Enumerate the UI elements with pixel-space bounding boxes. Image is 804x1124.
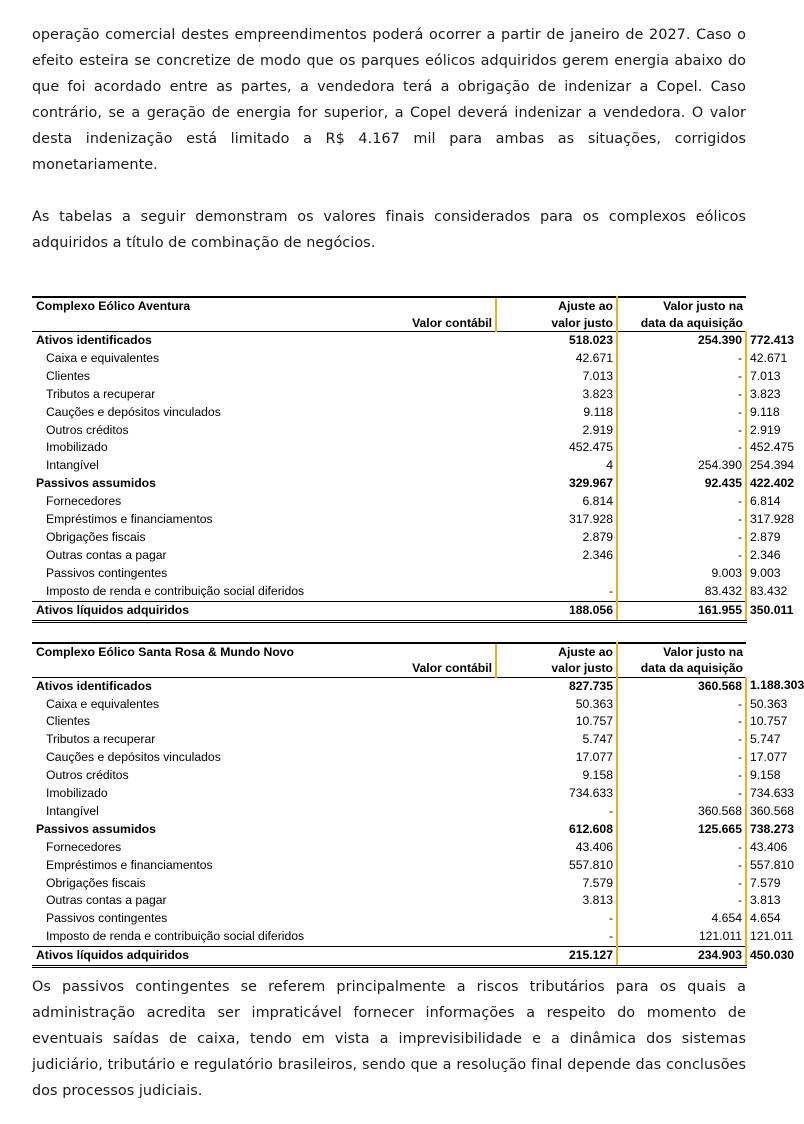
row-label: Passivos assumidos [36, 476, 156, 491]
book-value-cell: 2.346 [582, 547, 613, 562]
table-row: Empréstimos e financiamentos 557.810 - 557.810 [32, 857, 746, 875]
adjustment-cell: - [617, 368, 746, 386]
row-label: Outros créditos [46, 422, 129, 437]
total-row: Ativos líquidos adquiridos 188.056 161.955 350.011 [32, 601, 746, 621]
book-value-cell: - [608, 803, 613, 818]
table-row: Intangível 4 254.390 254.394 [32, 457, 746, 475]
book-value-cell: 452.475 [568, 440, 613, 455]
book-value-cell: 9.158 [582, 768, 613, 783]
adjustment-cell: 4.654 [617, 910, 746, 928]
adjustment-cell: 121.011 [617, 928, 746, 946]
book-value-cell: 17.077 [575, 750, 613, 765]
table-row: Tributos a recuperar 3.823 - 3.823 [32, 386, 746, 404]
book-value-cell: 3.813 [582, 893, 613, 908]
adjustment-cell: - [617, 511, 746, 529]
table-row: Intangível - 360.568 360.568 [32, 803, 746, 821]
table-header-row [32, 643, 746, 661]
row-label: Ativos líquidos adquiridos [32, 601, 496, 621]
table-row: Outros créditos 9.158 - 9.158 [32, 767, 746, 785]
table-row: Caixa e equivalentes 50.363 - 50.363 [32, 696, 746, 714]
row-label: Clientes [46, 368, 91, 383]
row-label: Outras contas a pagar [46, 893, 167, 908]
table-row: Clientes 7.013 - 7.013 [32, 368, 746, 386]
row-label: Fornecedores [46, 839, 122, 854]
tables-intro-paragraph: As tabelas a seguir demonstram os valores finais considerados para os complexos eólicos adquiridos a título de combinação de negócios. [32, 209, 746, 251]
document-page [32, 22, 804, 1104]
adjustment-cell: - [617, 749, 746, 767]
row-label: Clientes [46, 714, 91, 729]
table-row: Clientes 10.757 - 10.757 [32, 713, 746, 731]
row-label: Imobilizado [46, 440, 108, 455]
table-caption-text: Complexo Eólico Santa Rosa & Mundo Novo [36, 644, 294, 659]
book-value-cell: 42.671 [575, 350, 613, 365]
book-value-cell: 10.757 [575, 714, 613, 729]
row-label: Outras contas a pagar [46, 547, 167, 562]
book-value-cell: 7.579 [582, 875, 613, 890]
book-value-cell: 557.810 [568, 857, 613, 872]
row-label: Tributos a recuperar [46, 386, 156, 401]
book-value-cell: 43.406 [575, 839, 613, 854]
row-label: Ativos identificados [36, 333, 152, 347]
header-fair-value-line2: data da aquisição [617, 660, 746, 677]
book-value-cell: 329.967 [568, 476, 613, 491]
header-book-value: Valor contábil [412, 661, 492, 676]
table-row: Imobilizado 452.475 - 452.475 [32, 439, 746, 457]
table-row: Outras contas a pagar 3.813 - 3.813 [32, 892, 746, 910]
row-label: Fornecedores [46, 494, 122, 509]
adjustment-cell: 83.432 [617, 583, 746, 601]
header-adjustment-line1: Ajuste ao [496, 297, 617, 315]
book-value-cell: 6.814 [582, 494, 613, 509]
table-row: Cauções e depósitos vinculados 9.118 - 9.118 [32, 404, 746, 422]
adjustment-cell: - [617, 386, 746, 404]
header-book-value: Valor contábil [412, 315, 492, 330]
header-adjustment-line2: valor justo [496, 315, 617, 332]
table-caption [32, 297, 496, 332]
adjustment-cell: - [617, 493, 746, 511]
row-label: Cauções e depósitos vinculados [46, 750, 221, 765]
adjustment-cell: - [617, 547, 746, 565]
adjustment-cell: - [617, 529, 746, 547]
book-value-cell: 188.056 [496, 601, 617, 621]
adjustment-cell: - [617, 422, 746, 440]
book-value-cell: 317.928 [568, 512, 613, 527]
table-row: Caixa e equivalentes 42.671 - 42.671 [32, 350, 746, 368]
adjustment-cell: - [617, 404, 746, 422]
book-value-cell: 612.608 [568, 821, 613, 836]
row-label: Obrigações fiscais [46, 875, 146, 890]
row-label: Passivos contingentes [46, 565, 168, 580]
section-row: Passivos assumidos 612.608 125.665 738.273 [32, 821, 746, 839]
row-label: Ativos líquidos adquiridos [32, 947, 496, 967]
section-row: Passivos assumidos 329.967 92.435 422.402 [32, 475, 746, 493]
header-fair-value-line1: Valor justo na [617, 643, 746, 661]
table-row: Tributos a recuperar 5.747 - 5.747 [32, 731, 746, 749]
book-value-cell: 3.823 [582, 386, 613, 401]
book-value-cell: 827.735 [568, 678, 613, 693]
adjustment-cell: 9.003 [617, 565, 746, 583]
book-value-cell: 518.023 [568, 333, 613, 347]
table-header-row [32, 297, 746, 315]
row-label: Imposto de renda e contribuição social diferidos [46, 929, 305, 944]
table-row: Empréstimos e financiamentos 317.928 - 317.928 [32, 511, 746, 529]
row-label: Imposto de renda e contribuição social diferidos [46, 583, 305, 598]
adjustment-cell: 254.390 [617, 457, 746, 475]
table-caption-text: Complexo Eólico Aventura [36, 299, 191, 313]
adjustment-cell: - [617, 439, 746, 457]
table-aventura [32, 296, 795, 623]
row-label: Outros créditos [46, 768, 129, 783]
adjustment-cell: - [617, 767, 746, 785]
row-label: Ativos identificados [36, 678, 152, 693]
total-row: Ativos líquidos adquiridos 215.127 234.903 450.030 [32, 947, 746, 967]
book-value-cell: 7.013 [582, 368, 613, 383]
adjustment-cell: - [617, 713, 746, 731]
row-label: Intangível [46, 803, 99, 818]
table-row: Obrigações fiscais 2.879 - 2.879 [32, 529, 746, 547]
book-value-cell: 9.118 [583, 404, 613, 419]
table-row: Passivos contingentes - 4.654 4.654 [32, 910, 746, 928]
adjustment-cell: 92.435 [617, 475, 746, 493]
section-row: Ativos identificados 518.023 254.390 772.413 [32, 332, 746, 350]
book-value-cell: 5.747 [582, 732, 613, 747]
adjustment-cell: 161.955 [617, 601, 746, 621]
row-label: Passivos contingentes [46, 911, 168, 926]
book-value-cell: - [608, 583, 613, 598]
row-label: Intangível [46, 458, 99, 473]
adjustment-cell: 360.568 [617, 803, 746, 821]
row-label: Cauções e depósitos vinculados [46, 404, 221, 419]
book-value-cell: - [608, 911, 613, 926]
table-row: Outros créditos 2.919 - 2.919 [32, 422, 746, 440]
adjustment-cell: - [617, 696, 746, 714]
adjustment-cell: 125.665 [617, 821, 746, 839]
table-row: Imobilizado 734.633 - 734.633 [32, 785, 746, 803]
header-adjustment-line1: Ajuste ao [496, 643, 617, 661]
header-fair-value-line1: Valor justo na [617, 297, 746, 315]
book-value-cell: 734.633 [568, 786, 613, 801]
row-label: Tributos a recuperar [46, 732, 156, 747]
table-row: Fornecedores 6.814 - 6.814 [32, 493, 746, 511]
book-value-cell: - [608, 929, 613, 944]
table-santa-rosa-mundo-novo [32, 642, 804, 969]
table-row: Cauções e depósitos vinculados 17.077 - 17.077 [32, 749, 746, 767]
adjustment-cell: - [617, 875, 746, 893]
adjustment-cell: - [617, 839, 746, 857]
financial-table [32, 642, 804, 969]
book-value-cell [496, 565, 617, 583]
row-label: Empréstimos e financiamentos [46, 857, 213, 872]
row-label: Passivos assumidos [36, 821, 156, 836]
table-row: Outras contas a pagar 2.346 - 2.346 [32, 547, 746, 565]
book-value-cell: 2.919 [582, 422, 613, 437]
table-row: Imposto de renda e contribuição social diferidos - 83.432 83.432 [32, 583, 746, 601]
adjustment-cell: - [617, 857, 746, 875]
book-value-cell: 4 [606, 458, 613, 473]
table-row: Imposto de renda e contribuição social diferidos - 121.011 121.011 [32, 928, 746, 946]
row-label: Caixa e equivalentes [46, 350, 160, 365]
row-label: Imobilizado [46, 786, 108, 801]
row-label: Obrigações fiscais [46, 529, 146, 544]
book-value-cell: 215.127 [496, 947, 617, 967]
adjustment-cell: - [617, 785, 746, 803]
adjustment-cell: 360.568 [617, 677, 746, 695]
row-label: Caixa e equivalentes [46, 696, 160, 711]
adjustment-cell: 234.903 [617, 947, 746, 967]
intro-paragraph: operação comercial destes empreendimentos poderá ocorrer a partir de janeiro de 2027. Caso o efeito esteira se concretize de modo que os parques eólicos adquiridos gerem energia abaixo do que foi acordado entre as partes, a vendedora terá a obrigação de indenizar a Copel. Caso contrário, se a geração de energia for superior, a Copel deverá indenizar a vendedora. O valor desta indenização está limitado a R$ 4.167 mil para ambas as situações, corrigidos monetariamente. [32, 27, 746, 173]
adjustment-cell: - [617, 892, 746, 910]
adjustment-cell: 254.390 [617, 332, 746, 350]
financial-table [32, 296, 795, 623]
header-fair-value-line2: data da aquisição [617, 315, 746, 332]
table-row: Fornecedores 43.406 - 43.406 [32, 839, 746, 857]
table-row: Obrigações fiscais 7.579 - 7.579 [32, 875, 746, 893]
header-adjustment-line2: valor justo [496, 660, 617, 677]
table-caption [32, 643, 496, 678]
book-value-cell: 50.363 [575, 696, 613, 711]
adjustment-cell: - [617, 731, 746, 749]
closing-paragraph: Os passivos contingentes se referem principalmente a riscos tributários para os quais a administração acredita ser impraticável fornecer informações a respeito do momento de eventuais saídas de caixa, tendo em vista a imprevisibilidade e a dinâmica dos sistemas judiciário, tributário e regulatório brasileiros, sendo que a resolução final depende das conclusões dos processos judiciais. [32, 979, 746, 1100]
table-row: Passivos contingentes 9.003 9.003 [32, 565, 746, 583]
adjustment-cell: - [617, 350, 746, 368]
section-row: Ativos identificados 827.735 360.568 1.188.303 [32, 677, 746, 695]
book-value-cell: 2.879 [582, 529, 613, 544]
row-label: Empréstimos e financiamentos [46, 512, 213, 527]
